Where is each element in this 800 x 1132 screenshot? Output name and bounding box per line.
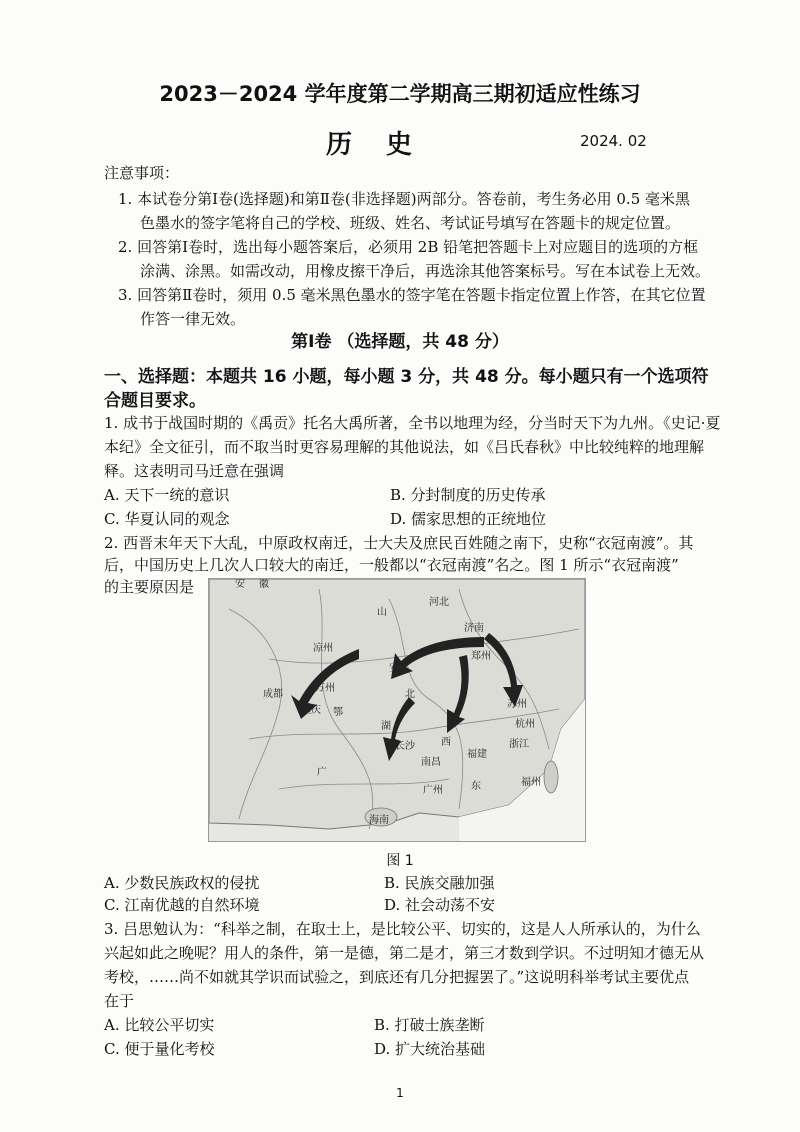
question-2-text: 后，中国历史上几次人口较大的南迁，一般都以“衣冠南渡”名之。图 1 所示“衣冠南渡”: [104, 556, 679, 574]
map-label: 北: [405, 689, 415, 700]
map-label: 济南: [464, 623, 484, 634]
notice-line: 3. 回答第Ⅱ卷时，须用 0.5 毫米黑色墨水的签字笔在答题卡指定位置上作答，在其它位置: [118, 286, 706, 304]
page-number: 1: [396, 1086, 404, 1100]
map-label: 安: [235, 579, 245, 590]
map-label: 山: [377, 607, 387, 618]
notice-line: 涂满、涂黑。如需改动，用橡皮擦干净后，再选涂其他答案标号。写在本试卷上无效。: [140, 262, 711, 280]
part-instructions: 一、选择题：本题共 16 小题，每小题 3 分，共 48 分。每小题只有一个选项符: [104, 367, 709, 387]
notice-line: 2. 回答第Ⅰ卷时，选出每小题答案后，必须用 2B 铅笔把答题卡上对应题目的选项的方框: [118, 238, 699, 256]
map-label: 广州: [423, 785, 443, 796]
question-1-option-d: D. 儒家思想的正统地位: [390, 510, 547, 528]
question-3-text: 兴起如此之晚呢？用人的条件，第一是德，第二是才，第三才数到学识。不过明知才德无从: [104, 944, 705, 962]
question-2-text: 2. 西晋末年天下大乱，中原政权南迁，士大夫及庶民百姓随之南下，史称“衣冠南渡”。其: [104, 534, 694, 552]
map-label: 凉州: [313, 643, 333, 654]
question-1-text: 1. 成书于战国时期的《禹贡》托名大禹所著，全书以地理为经，分当时天下为九州。《史记·夏: [104, 414, 721, 432]
question-2-option-d: D. 社会动荡不安: [384, 896, 496, 914]
map-label: 广: [317, 767, 327, 778]
notice-line: 色墨水的签字笔将自己的学校、班级、姓名、考试证号填写在答题卡的规定位置。: [140, 214, 681, 232]
map-label: 南昌: [421, 757, 441, 768]
map-label: 万州: [315, 683, 335, 694]
map-label: 湖: [381, 721, 391, 732]
question-3-text: 3. 吕思勉认为：“科举之制，在取士上，是比较公平、切实的，这是人人所承认的，为什么: [104, 920, 701, 938]
map-label: 成都: [263, 689, 283, 700]
question-2-option-c: C. 江南优越的自然环境: [104, 896, 260, 914]
map-label: 杭州: [515, 719, 535, 730]
map-label: 福州: [521, 777, 541, 788]
question-1-text: 本纪》全文征引，而不取当时更容易理解的其他说法，如《吕氏春秋》中比较纯粹的地理解: [104, 438, 705, 456]
map-label: 浙江: [509, 739, 529, 750]
question-2-text: 的主要原因是: [104, 578, 195, 596]
map-label: 东: [471, 781, 481, 792]
map-label: 重庆: [301, 705, 321, 716]
subject-title: 历史: [326, 130, 447, 160]
map-label: 海南: [369, 815, 389, 826]
notice-line: 1. 本试卷分第Ⅰ卷(选择题)和第Ⅱ卷(非选择题)两部分。答卷前，考生务必用 0.5 毫米黑: [118, 190, 691, 208]
exam-date: 2024. 02: [580, 132, 647, 150]
map-label: 鄂: [333, 707, 343, 718]
question-3-text: 在于: [104, 992, 135, 1010]
question-3-option-b: B. 打破士族垄断: [374, 1016, 485, 1034]
map-label: 徽: [259, 579, 269, 590]
question-1-option-c: C. 华夏认同的观念: [104, 510, 230, 528]
question-1-text: 释。这表明司马迁意在强调: [104, 462, 285, 480]
map-label: 福建: [467, 749, 487, 760]
notice-line: 作答一律无效。: [140, 310, 246, 328]
question-3-option-c: C. 便于量化考校: [104, 1040, 215, 1058]
part-instructions: 合题目要求。: [104, 391, 206, 411]
section-heading: 第Ⅰ卷 （选择题，共 48 分）: [291, 332, 509, 352]
migration-map: [208, 578, 586, 842]
map-label: 苏州: [507, 699, 527, 710]
figure-caption: 图 1: [386, 853, 414, 869]
question-2-option-a: A. 少数民族政权的侵扰: [104, 874, 260, 892]
map-label: 安: [389, 663, 399, 674]
question-3-option-a: A. 比较公平切实: [104, 1016, 215, 1034]
exam-title: 2023－2024 学年度第二学期高三期初适应性练习: [159, 82, 641, 106]
question-1-option-b: B. 分封制度的历史传承: [390, 486, 546, 504]
notice-heading: 注意事项：: [104, 164, 180, 182]
question-1-option-a: A. 天下一统的意识: [104, 486, 230, 504]
map-label: 长沙: [395, 741, 415, 752]
map-label: 西: [441, 737, 451, 748]
question-3-option-d: D. 扩大统治基础: [374, 1040, 486, 1058]
map-label: 河北: [429, 597, 449, 608]
question-2-option-b: B. 民族交融加强: [384, 874, 495, 892]
map-label: 郑州: [471, 651, 491, 662]
question-3-text: 考校，……尚不如就其学识而试验之，到底还有几分把握罢了。”这说明科举考试主要优点: [104, 968, 690, 986]
map-graphic: [209, 579, 585, 841]
